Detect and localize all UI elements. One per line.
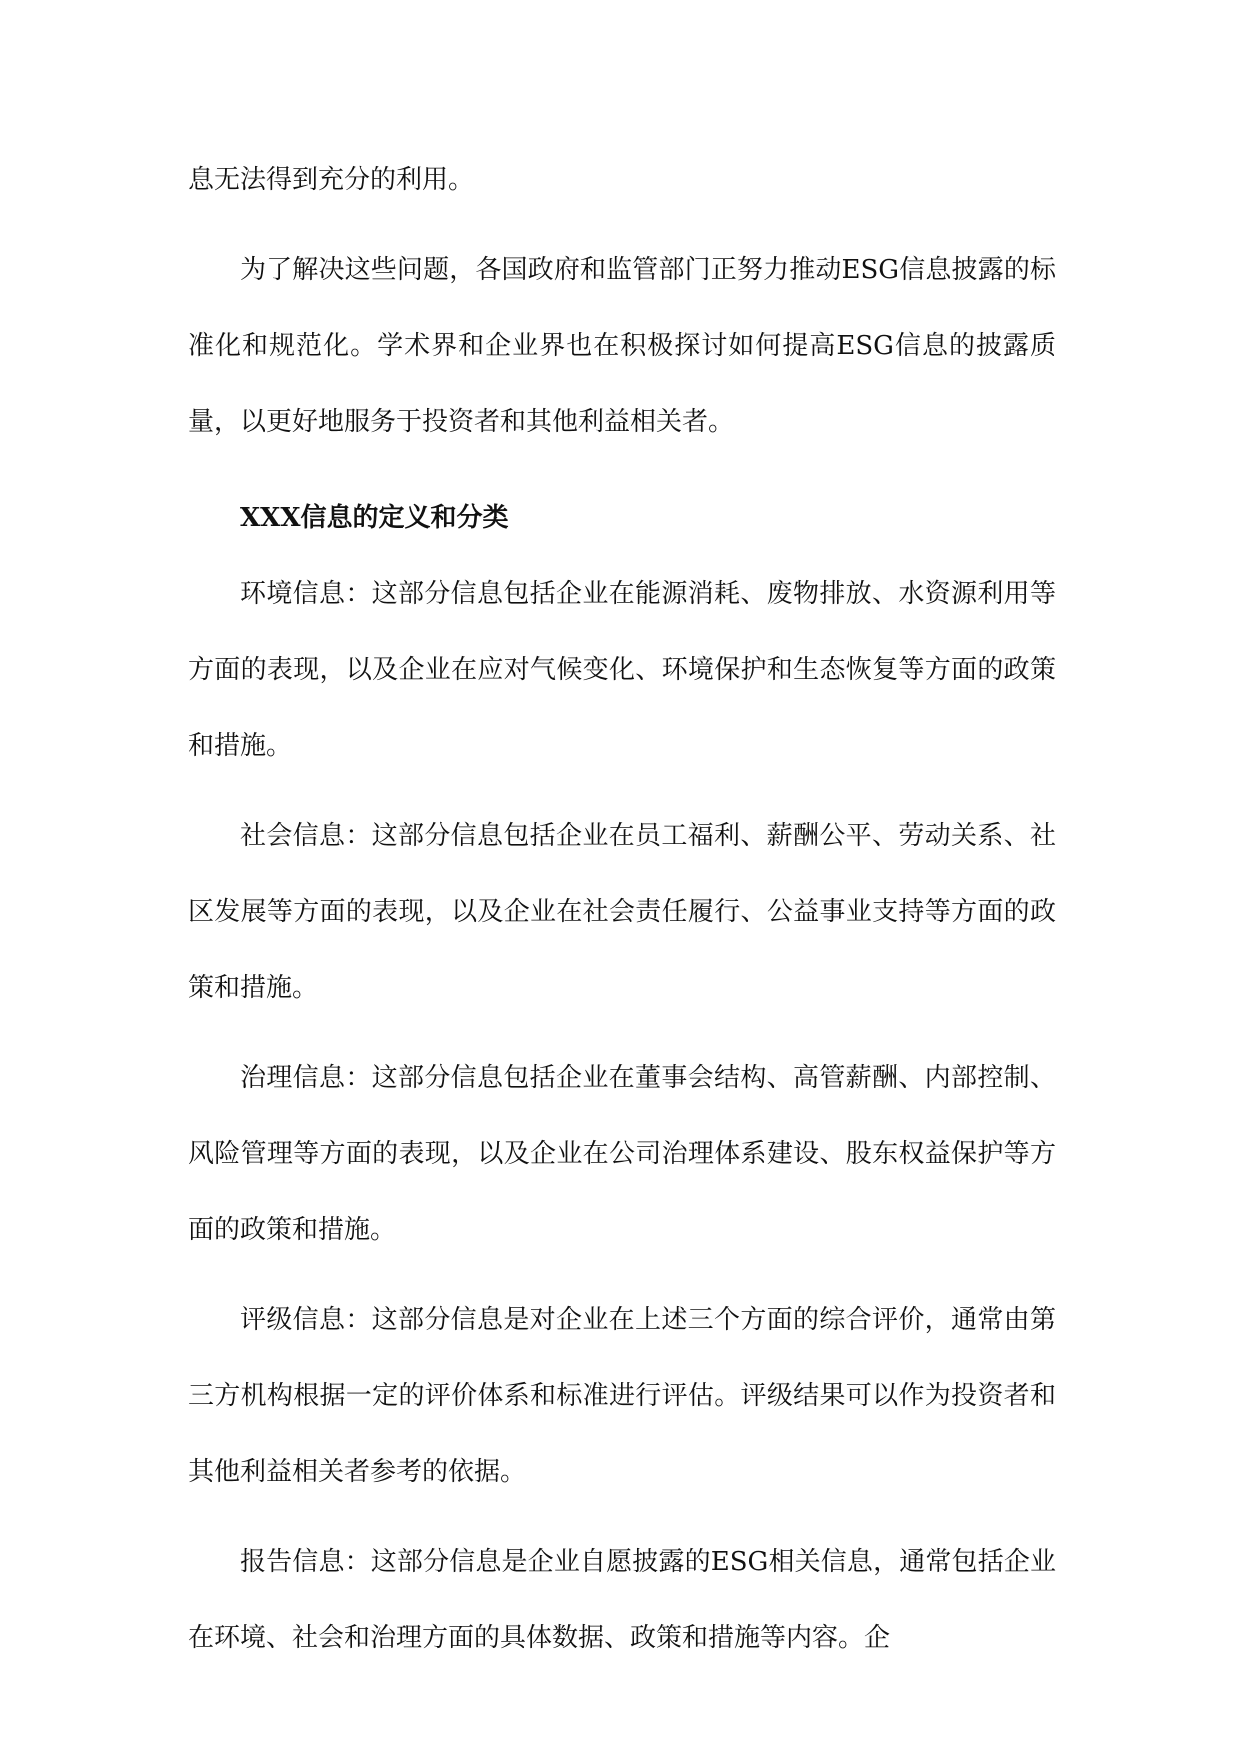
document-body [188,142,1056,1690]
paragraph-environment-info: 环境信息：这部分信息包括企业在能源消耗、废物排放、水资源利用等方面的表现，以及企业在应对气候变化、环境保护和生态恢复等方面的政策和措施。 [188,579,1056,761]
paragraph-esg-standardization: 为了解决这些问题，各国政府和监管部门正努力推动ESG信息披露的标准化和规范化。学术界和企业界也在积极探讨如何提高ESG信息的披露质量，以更好地服务于投资者和其他利益相关者。 [188,255,1056,437]
paragraph-governance-info: 治理信息：这部分信息包括企业在董事会结构、高管薪酬、内部控制、风险管理等方面的表现，以及企业在公司治理体系建设、股东权益保护等方面的政策和措施。 [188,1063,1056,1245]
paragraph-report-info: 报告信息：这部分信息是企业自愿披露的ESG相关信息，通常包括企业在环境、社会和治理方面的具体数据、政策和措施等内容。企 [188,1547,1056,1653]
paragraph-social-info: 社会信息：这部分信息包括企业在员工福利、薪酬公平、劳动关系、社区发展等方面的表现，以及企业在社会责任履行、公益事业支持等方面的政策和措施。 [188,821,1056,1003]
section-heading: XXX信息的定义和分类 [240,503,509,533]
paragraph-continuation: 息无法得到充分的利用。 [188,165,475,195]
paragraph-rating-info: 评级信息：这部分信息是对企业在上述三个方面的综合评价，通常由第三方机构根据一定的评价体系和标准进行评估。评级结果可以作为投资者和其他利益相关者参考的依据。 [188,1305,1056,1487]
